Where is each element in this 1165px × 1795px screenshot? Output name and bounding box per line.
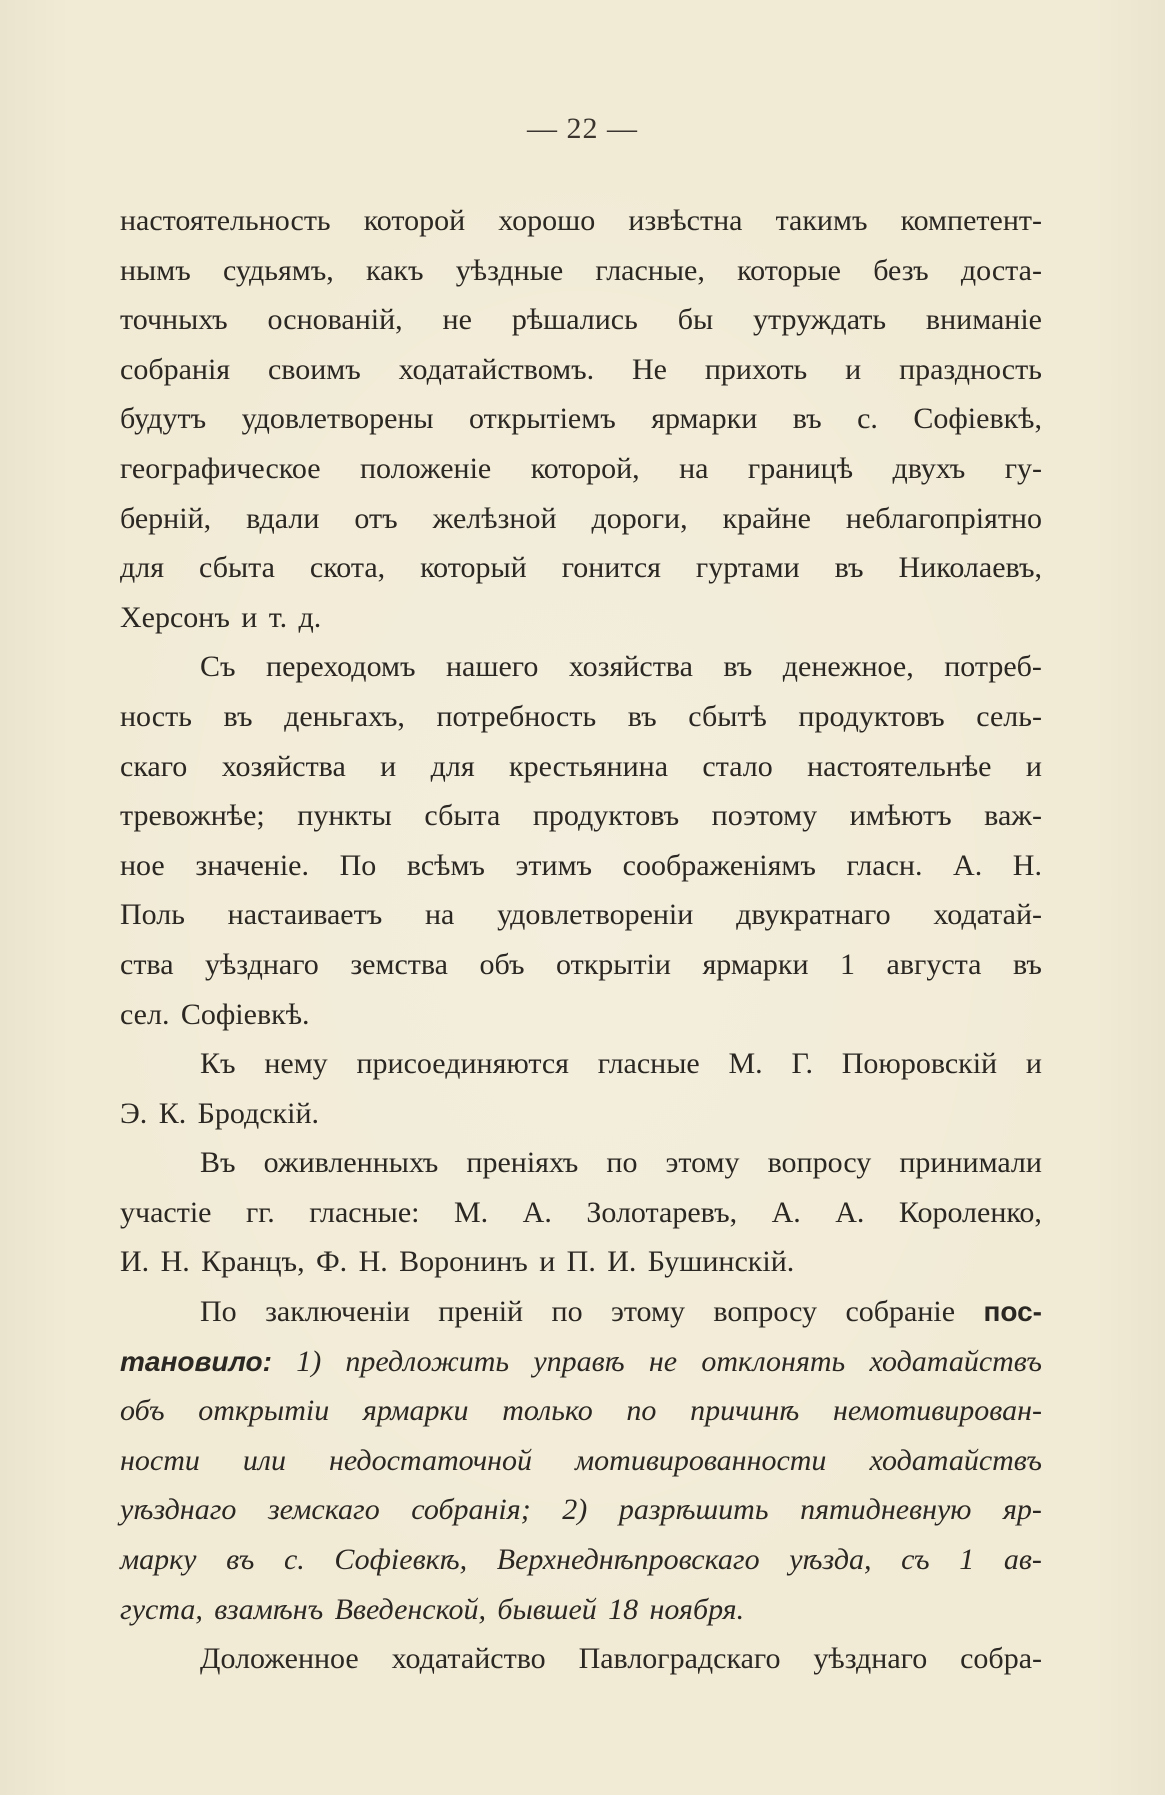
word: 1)	[296, 1344, 322, 1378]
word: уѣзда,	[789, 1543, 872, 1577]
word: сель-	[976, 699, 1042, 733]
word: которой	[363, 204, 466, 237]
word: праздность	[899, 352, 1042, 386]
text-line	[120, 1188, 1042, 1238]
word: По	[200, 1295, 237, 1329]
word: ходатайствъ	[869, 1443, 1042, 1477]
word: мотивированности	[575, 1443, 827, 1477]
word: и	[539, 1245, 556, 1279]
word: или	[242, 1443, 286, 1477]
word: въ	[223, 699, 253, 733]
word: объ	[120, 1394, 165, 1428]
word: Н.	[160, 1245, 190, 1279]
word: положеніе	[360, 451, 492, 485]
word: двукратнаго	[736, 898, 891, 932]
word: По	[339, 848, 377, 882]
word: ности	[120, 1443, 200, 1477]
word: крайне	[722, 501, 811, 535]
text-line	[120, 1138, 1042, 1188]
word: сбытѣ	[688, 699, 767, 733]
word: этому	[665, 1146, 740, 1180]
word: предложить	[345, 1344, 510, 1378]
word: переходомъ	[266, 650, 416, 684]
word: въ	[723, 650, 753, 684]
word: 18	[608, 1592, 639, 1626]
word: Короленко,	[898, 1195, 1042, 1229]
text-line	[120, 394, 1042, 444]
word: заключеніи	[265, 1295, 410, 1329]
word: пункты	[297, 799, 392, 833]
word: М.	[453, 1195, 489, 1229]
word: отклонять	[701, 1344, 846, 1378]
word: ярмарки	[702, 947, 809, 981]
word: Съ	[200, 650, 236, 684]
word: д.	[298, 600, 322, 634]
word: ходатайствомъ.	[398, 352, 595, 386]
text-line	[120, 1485, 1042, 1535]
text-line	[120, 345, 1042, 395]
word: нымъ	[120, 253, 191, 287]
word: А.	[835, 1195, 865, 1229]
word: присоединяются	[356, 1047, 569, 1081]
word: точныхъ	[120, 303, 228, 337]
word: и	[1025, 749, 1042, 783]
word: немотивирован-	[832, 1394, 1042, 1428]
word: продуктовъ	[532, 799, 680, 833]
word: для	[120, 551, 165, 585]
word: ства	[120, 947, 174, 981]
word: пятидневную	[800, 1493, 972, 1527]
word: И.	[120, 1245, 150, 1279]
word: стало	[702, 749, 773, 783]
word: и	[380, 749, 397, 783]
word: с.	[283, 1543, 305, 1577]
word: объ	[479, 947, 525, 981]
word: гуртами	[695, 551, 800, 585]
word: с.	[857, 402, 878, 436]
word: уѣзднаго	[813, 1642, 928, 1676]
word: гу-	[1004, 451, 1042, 485]
word: взамѣнъ	[214, 1592, 324, 1626]
word: не	[442, 303, 472, 337]
word: границѣ	[747, 451, 853, 485]
word: Софіевкѣ.	[180, 997, 310, 1031]
word: для	[430, 749, 475, 783]
word: рѣшались	[511, 303, 638, 337]
word: вопросу	[767, 1146, 872, 1180]
word: важ-	[984, 799, 1042, 833]
word: не	[648, 1344, 678, 1378]
word: хозяйства	[221, 749, 346, 783]
word: какъ	[366, 253, 424, 287]
word: вдали	[246, 501, 320, 535]
word: сбыта	[199, 551, 275, 585]
word: нему	[264, 1047, 328, 1081]
word: деньгахъ,	[284, 699, 405, 733]
word: значеніе.	[195, 848, 309, 882]
word: Э.	[120, 1096, 148, 1130]
word: Не	[632, 352, 667, 386]
word: вниманіе	[925, 303, 1042, 337]
word: доста-	[960, 253, 1042, 287]
word: Въ	[200, 1146, 236, 1180]
text-line	[120, 692, 1042, 742]
word: дороги,	[591, 501, 688, 535]
word: безъ	[873, 253, 929, 287]
word: своимъ	[267, 352, 361, 386]
word: хорошо	[498, 204, 596, 237]
word: А.	[953, 848, 983, 882]
word: Н.	[1012, 848, 1042, 882]
word: потребность	[436, 699, 597, 733]
text-line	[120, 295, 1042, 345]
word: и	[1025, 1047, 1042, 1081]
text-line	[120, 444, 1042, 494]
word: судьямъ,	[222, 253, 334, 287]
text-line	[120, 990, 1042, 1040]
word: въ	[792, 402, 822, 436]
word: августа	[886, 947, 982, 981]
word: гласные	[597, 1047, 700, 1081]
text-line	[120, 1634, 1042, 1684]
word: прихоть	[704, 352, 808, 386]
word: географическое	[120, 451, 321, 485]
word: преній	[438, 1295, 524, 1329]
word: денежное,	[782, 650, 914, 684]
word: будутъ	[120, 402, 207, 436]
word: открытіемъ	[469, 402, 616, 436]
word: въ	[1012, 947, 1042, 981]
text-line	[120, 1585, 1042, 1635]
word: тревожнѣе;	[120, 799, 265, 833]
word: земства	[350, 947, 448, 981]
text-line	[120, 196, 1042, 246]
word: скаго	[120, 749, 188, 783]
word: Николаевъ,	[898, 551, 1042, 585]
word: которые	[737, 253, 841, 287]
word: причинѣ	[690, 1394, 800, 1428]
word: на	[424, 898, 455, 932]
word: Павлоградскаго	[578, 1642, 781, 1676]
word: принимали	[899, 1146, 1042, 1180]
word: удовлетворены	[241, 402, 434, 436]
word: уѣзднаго	[120, 1493, 237, 1527]
word: настоятельнѣе	[807, 749, 992, 783]
word: продуктовъ	[798, 699, 945, 733]
word: основаній,	[267, 303, 403, 337]
text-line	[120, 1089, 1042, 1139]
word: М.	[728, 1047, 763, 1081]
word: 1	[840, 947, 856, 981]
word: т.	[268, 600, 288, 634]
word: собранія;	[411, 1493, 531, 1527]
word: и	[845, 352, 862, 386]
word: ное	[120, 848, 165, 882]
word: компетент-	[900, 204, 1042, 237]
word: К.	[158, 1096, 187, 1130]
text-line	[120, 593, 1042, 643]
word: ноября.	[649, 1592, 745, 1626]
word: ав-	[1003, 1543, 1042, 1577]
word: скота,	[309, 551, 386, 585]
word: и	[241, 600, 258, 634]
bold-word: тановило:	[120, 1345, 272, 1377]
word: преніяхъ	[466, 1146, 579, 1180]
word: густа,	[120, 1592, 203, 1626]
word: съ	[901, 1543, 930, 1577]
text-line	[120, 642, 1042, 692]
word: собра-	[960, 1642, 1042, 1676]
word: настоятельность	[120, 204, 331, 237]
word: Херсонъ	[120, 600, 230, 634]
word: гг.	[245, 1195, 275, 1229]
word: только	[502, 1394, 593, 1428]
word: этимъ	[515, 848, 593, 882]
text-line	[120, 1337, 1042, 1387]
text-line	[120, 1237, 1042, 1287]
word: настаиваетъ	[227, 898, 383, 932]
word: по	[606, 1146, 638, 1180]
word: Бушинскій.	[647, 1245, 795, 1279]
word: сбыта	[424, 799, 501, 833]
word: земскаго	[267, 1493, 380, 1527]
bold-word: пос-	[983, 1296, 1042, 1328]
text-line	[120, 494, 1042, 544]
word: въ	[627, 699, 657, 733]
page-number: — 22 —	[527, 112, 638, 145]
text-line	[120, 246, 1042, 296]
word: марку	[120, 1543, 197, 1577]
text-line	[120, 742, 1042, 792]
word: Бродскій.	[197, 1096, 320, 1130]
text-line	[120, 1386, 1042, 1436]
word: Поюровскій	[841, 1047, 998, 1081]
word: гласные:	[309, 1195, 420, 1229]
word: Золотаревъ,	[586, 1195, 738, 1229]
word: имѣютъ	[849, 799, 952, 833]
word: неблагопріятно	[845, 501, 1042, 535]
word: извѣстна	[628, 204, 743, 237]
word: И.	[607, 1245, 637, 1279]
word: Воронинъ	[399, 1245, 528, 1279]
word: управѣ	[533, 1344, 625, 1378]
word: уѣздные	[455, 253, 564, 287]
word: ярмарки	[362, 1394, 469, 1428]
word: Софіевкѣ,	[913, 402, 1042, 436]
text-line	[120, 543, 1042, 593]
text-line	[120, 890, 1042, 940]
word: ность	[120, 699, 192, 733]
word: въ	[834, 551, 864, 585]
word: гонится	[561, 551, 661, 585]
word: всѣмъ	[406, 848, 485, 882]
word: открытіи	[556, 947, 671, 981]
word: гласн.	[846, 848, 923, 882]
word: ходатай-	[933, 898, 1042, 932]
word: Верхнеднѣпровскаго	[496, 1543, 760, 1577]
word: вопросу	[713, 1295, 818, 1329]
word: берній,	[120, 501, 212, 535]
word: утруждать	[753, 303, 887, 337]
word: поэтому	[711, 799, 818, 833]
word: такимъ	[775, 204, 868, 237]
text-line	[120, 1039, 1042, 1089]
word: по	[626, 1394, 657, 1428]
word: открытіи	[198, 1394, 330, 1428]
word: Софіевкѣ,	[334, 1543, 468, 1577]
text-line	[120, 1436, 1042, 1486]
word: этому	[610, 1295, 685, 1329]
word: Введенской,	[334, 1592, 486, 1626]
word: бывшей	[497, 1592, 597, 1626]
word: удовлетвореніи	[497, 898, 694, 932]
word: оживленныхъ	[263, 1146, 439, 1180]
text-line	[120, 940, 1042, 990]
word: двухъ	[892, 451, 966, 485]
word: П.	[566, 1245, 596, 1279]
word: ходатайствъ	[869, 1344, 1042, 1378]
word: которой,	[530, 451, 640, 485]
word: на	[679, 451, 709, 485]
word: Поль	[120, 898, 185, 932]
word: собраніе	[845, 1295, 956, 1329]
word: который	[420, 551, 527, 585]
word: А.	[522, 1195, 552, 1229]
word: Г.	[791, 1047, 813, 1081]
word: гласные,	[595, 253, 705, 287]
word: собранія	[120, 352, 231, 386]
word: Н.	[358, 1245, 388, 1279]
body-text	[120, 196, 1042, 1684]
word: разрѣшить	[618, 1493, 769, 1527]
word: ярмарки	[651, 402, 758, 436]
text-line	[120, 1287, 1042, 1337]
word: уѣзднаго	[205, 947, 319, 981]
word: яр-	[1002, 1493, 1042, 1527]
word: потреб-	[944, 650, 1042, 684]
word: Къ	[200, 1047, 236, 1081]
word: соображеніямъ	[622, 848, 816, 882]
word: отъ	[354, 501, 398, 535]
text-line	[120, 1535, 1042, 1585]
word: нашего	[445, 650, 539, 684]
word: хозяйства	[568, 650, 693, 684]
word: Ф.	[315, 1245, 348, 1279]
word: участіе	[120, 1195, 212, 1229]
text-line	[120, 841, 1042, 891]
word: 1	[959, 1543, 975, 1577]
word: по	[551, 1295, 583, 1329]
text-line	[120, 791, 1042, 841]
word: Кранцъ,	[201, 1245, 305, 1279]
word: недостаточной	[328, 1443, 533, 1477]
word: сел.	[120, 997, 170, 1031]
word: крестьянина	[509, 749, 669, 783]
word: А.	[771, 1195, 801, 1229]
word: 2)	[562, 1493, 588, 1527]
word: бы	[677, 303, 714, 337]
word: въ	[226, 1543, 255, 1577]
word: желѣзной	[432, 501, 557, 535]
word: ходатайство	[391, 1642, 546, 1676]
word: Доложенное	[200, 1642, 359, 1676]
